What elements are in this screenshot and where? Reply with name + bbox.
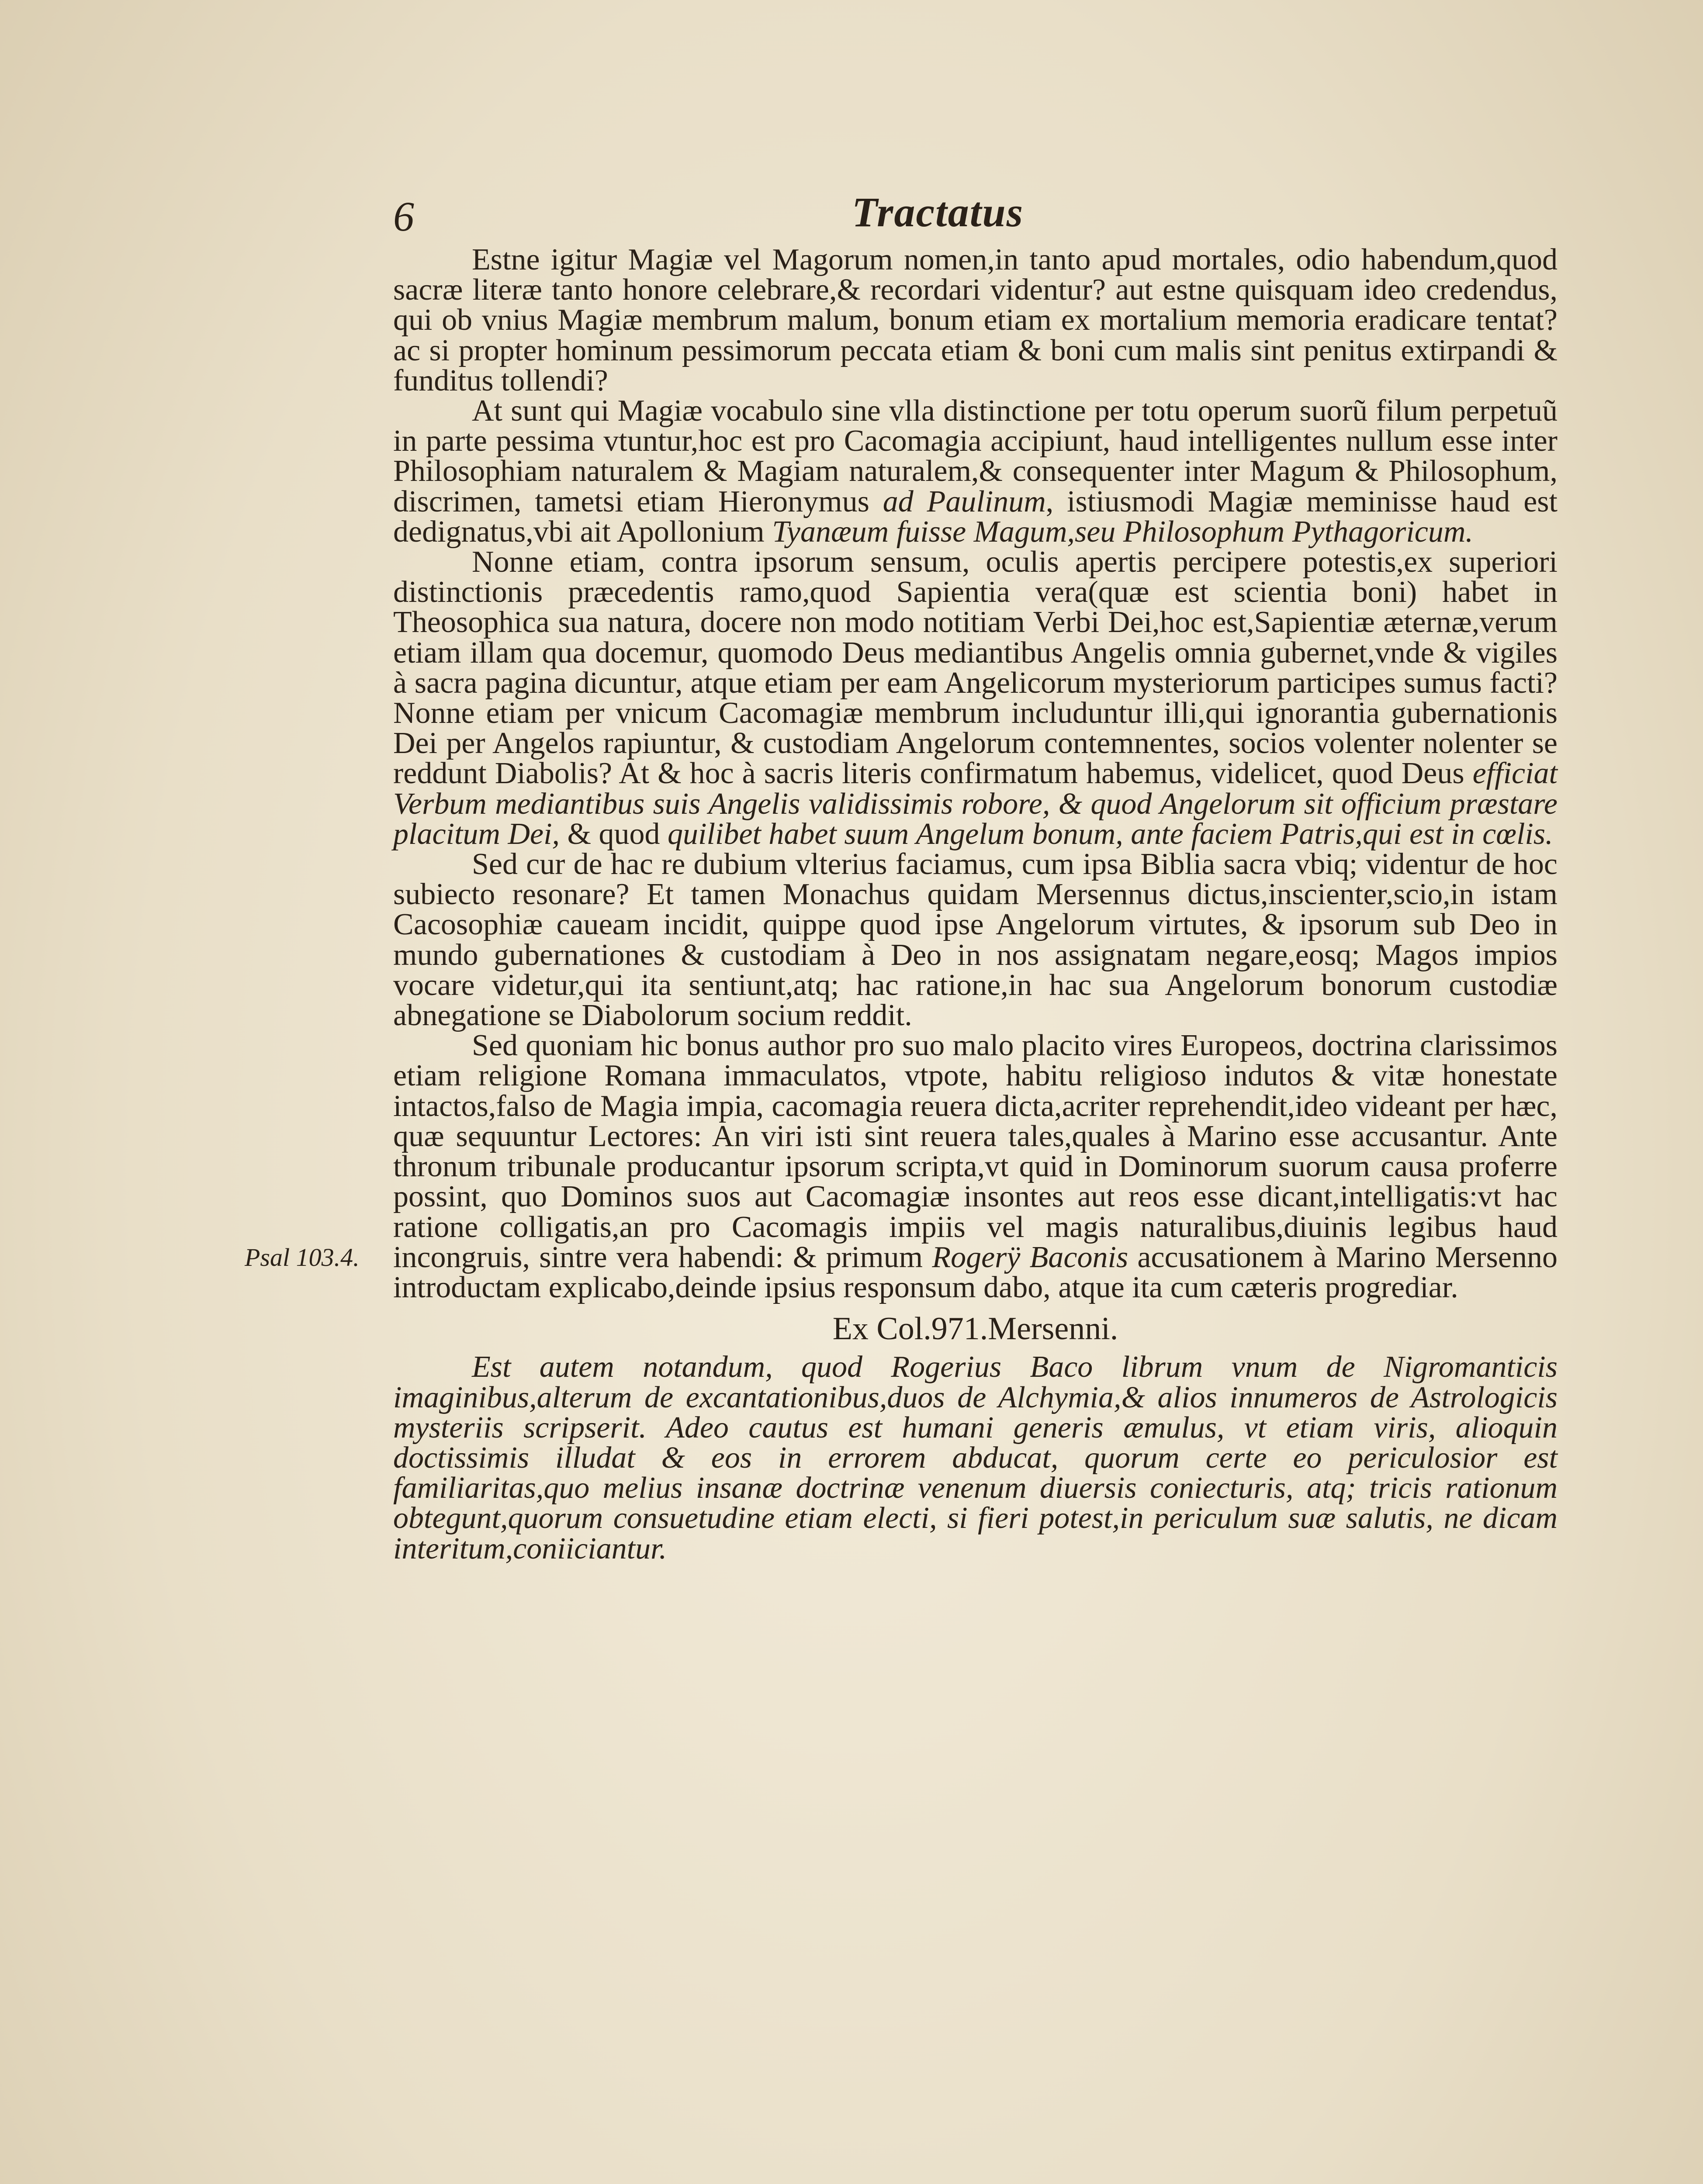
paragraph-3-text-b: & quod [567, 817, 660, 851]
paragraph-2-text-b: , istiusmodi Magiæ meminisse haud est dedignatus,vbi ait Apollonium [393, 484, 1558, 549]
paragraph-5-italic: Rogerÿ Baconis [932, 1240, 1128, 1274]
paragraph-2 [393, 396, 1558, 547]
running-head: Tractatus [852, 189, 1024, 235]
paragraph-5-text-a: Sed quoniam hic bonus author pro suo malo placito vires Europeos, doctrina clarissimos etiam religione Romana immaculatos, vtpote, habitu religioso indutos & vitæ honestate intactos,falso de Magia impia, cacomagia reuera dicta,acriter reprehendit,ideo videant per hæc, quæ sequuntur Lectores: An viri isti sint reuera tales,quales à Marino esse accusantur. Ante thronum tribunale producantur ipsorum scripta,vt quid in Dominorum suorum causa proferre possint, quo Dominos suos aut Cacomagiæ insontes aut reos esse dicant,intelligatis:vt hac ratione colligatis,an pro Cacomagis impiis vel magis naturalibus,diuinis legibus haud incongruis, sintre vera habendi: & primum [393, 1029, 1558, 1274]
paragraph-3-italic-2: quilibet habet suum Angelum bonum, ante faciem Patris,qui est in cœlis. [668, 817, 1553, 851]
quotation: Est autem notandum, quod Rogerius Baco librum vnum de Nigromanticis imaginibus,alterum de excantationibus,duos de Alchymia,& alios innumeros de Astrologicis mysteriis scripserit. Adeo cautus est humani generis æmulus, vt etiam viris, alioquin doctissimis illudat & eos in errorem abducat, quorum certe eo periculosior est familiaritas,quo melius insanæ doctrinæ venenum diuersis coniecturis, atq; tricis rationum obtegunt,quorum consuetudine etiam electi, si fieri potest,in periculum suæ salutis, ne dicam interitum,coniiciantur. [393, 1350, 1558, 1565]
page-number: 6 [393, 193, 414, 240]
section-heading: Ex Col.971.Mersenni. [832, 1311, 1118, 1347]
paragraph-5-text-b: accusationem à Marino Mersenno introductam explicabo,deinde ipsius responsum dabo, atque ita cum cæteris progrediar. [393, 1240, 1558, 1304]
paragraph-2-italic-1: ad Paulinum [883, 484, 1046, 518]
paragraph-2-italic-2: Tyanæum fuisse Magum,seu Philosophum Pythagoricum. [772, 515, 1473, 549]
body-text [393, 245, 1558, 1564]
paragraph-3-text-a: Nonne etiam, contra ipsorum sensum, oculis apertis percipere potestis,ex superiori distinctionis præcedentis ramo,quod Sapientia vera(quæ est scientia boni) habet in Theosophica sua natura, docere non modo notitiam Verbi Dei,hoc est,Sapientiæ æternæ,verum etiam illam qua docemur, quomodo Deus mediantibus Angelis omnia gubernet,vnde & vigiles à sacra pagina dicuntur, atque etiam per eam Angelicorum mysteriorum participes sumus facti? Nonne etiam per vnicum Cacomagiæ membrum includuntur illi,qui ignorantia gubernationis Dei per Angelos rapiuntur, & custodiam Angelorum contemnentes, socios volenter nolenter se reddunt Diabolis? At & hoc à sacris literis confirmatum habemus, videlicet, quod Deus [393, 545, 1558, 791]
paragraph-2-text-a: At sunt qui Magiæ vocabulo sine vlla distinctione per totu operum suorũ filum perpetuũ in parte pessima vtuntur,hoc est pro Cacomagia accipiunt, haud intelligentes nullum esse inter Philosophiam naturalem & Magiam naturalem,& consequenter inter Magum & Philosophum, discrimen, tametsi etiam Hieronymus [393, 394, 1558, 518]
paragraph-1: Estne igitur Magiæ vel Magorum nomen,in tanto apud mortales, odio habendum,quod sacræ literæ tanto honore celebrare,& recordari videntur? aut estne quisquam ideo credendus, qui ob vnius Magiæ membrum malum, bonum etiam ex mortalium memoria eradicare tentat? ac si propter hominum pessimorum peccata etiam & boni cum malis sint penitus extirpandi & funditus tollendi? [393, 243, 1558, 397]
paragraph-3-italic-1: efficiat Verbum mediantibus suis Angelis validissimis robore, & quod Angelorum sit officium præstare placitum Dei, [393, 757, 1558, 851]
paragraph-5 [393, 1030, 1558, 1303]
margin-note: Psal 103.4. [245, 1243, 360, 1272]
paragraph-4: Sed cur de hac re dubium vlterius faciamus, cum ipsa Biblia sacra vbiq; videntur de hoc subiecto resonare? Et tamen Monachus quidam Mersennus dictus,inscienter,scio,in istam Cacosophiæ caueam incidit, quippe quod ipse Angelorum virtutes, & ipsorum sub Deo in mundo gubernationes & custodiam à Deo in nos assignatam negare,eosq; Magos impios vocare videtur,qui ita sentiunt,atq; hac ratione,in hac sua Angelorum bonorum custodiæ abnegatione se Diabolorum socium reddit. [393, 847, 1558, 1033]
paragraph-3 [393, 547, 1558, 849]
page-header [0, 188, 1703, 240]
